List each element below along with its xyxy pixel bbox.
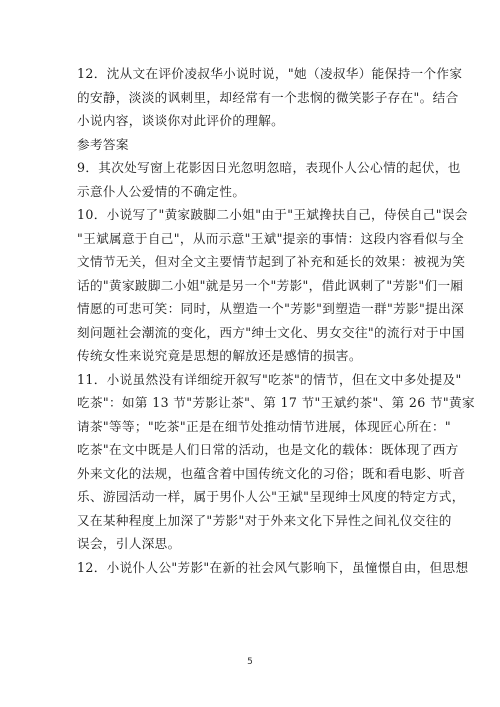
text-line: 文情节无关，但对全文主要情节起到了补充和延长的效果：被视为笑 (77, 254, 466, 269)
text-line: 12．沈从文在评价凌叔华小说时说，"她（凌叔华）能保持一个作家 (77, 66, 463, 81)
text-line: "王斌属意于自己"，从而示意"王斌"提亲的事情：这段内容看似与全 (77, 230, 464, 246)
text-line: 吃茶"：如第 13 节"芳影让茶"、第 17 节"王斌约茶"、第 26 节"黄家 (77, 395, 475, 410)
text-line: 误会，引人深思。 (77, 536, 181, 551)
text-line: 12．小说仆人公"芳影"在新的社会风气影响下，虽憧憬自由，但思想 (77, 559, 469, 575)
text-line: 又在某种程度上加深了"芳影"对于外来文化下异性之间礼仪交往的 (77, 512, 452, 528)
text-line: 吃茶"在文中既是人们日常的活动，也是文化的载体：既体现了西方 (77, 442, 459, 457)
text-line: 情愿的可悲可笑：同时，从塑造一个"芳影"到塑造一群"芳影"提出深 (77, 301, 464, 316)
document-body (77, 62, 475, 579)
text-line: 10．小说写了"黄家跛脚二小姐"由于"王斌搀扶自己，侍侯自己"误会 (77, 207, 468, 222)
text-line: 乐、游园活动一样，属于男仆人公"王斌"呈现绅士风度的特定方式， (77, 489, 465, 504)
page-number: 5 (247, 657, 253, 667)
text-line: 小说内容，谈谈你对此评价的理解。 (77, 113, 285, 128)
text-line: 示意仆人公爱情的不确定性。 (77, 183, 246, 199)
text-line: 话的"黄家跛脚二小姐"就是另一个"芳影"，借此讽刺了"芳影"们一厢 (77, 277, 464, 293)
text-line: 9．其次处写窗上花影因日光忽明忽暗，表现仆人公心情的起伏，也 (77, 160, 461, 175)
text-line: 外来文化的法规，也蕴含着中国传统文化的习俗；既和看电影、听音 (77, 465, 466, 481)
text-line: 刻问题社会潮流的变化，西方"绅士文化、男女交往"的流行对于中国 (77, 324, 465, 340)
section-heading: 参考答案 (77, 136, 129, 152)
text-line: 传统女性来说究竟是思想的解放还是感情的损害。 (77, 348, 362, 363)
text-line: 的安静，淡淡的讽刺里，却经常有一个悲悯的微笑影子存在"。结合 (77, 89, 459, 105)
text-line: 请茶"等等；"吃茶"正是在细节处推动情节进展，体现匠心所在：" (77, 418, 452, 434)
text-line: 11．小说虽然没有详细绽开叙写"吃茶"的情节，但在文中多处提及" (77, 371, 462, 387)
